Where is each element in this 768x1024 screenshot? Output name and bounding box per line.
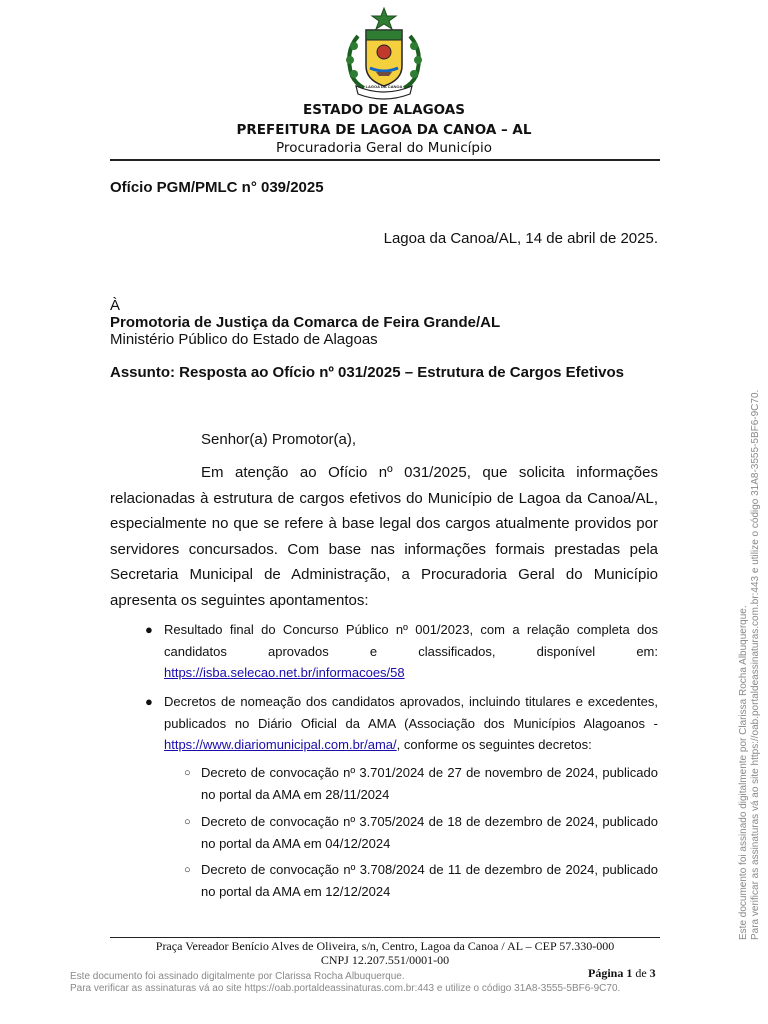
- body-line: especialmente no que se refere à base legal dos cargos atualmente providos por: [110, 515, 658, 533]
- header-rule: [110, 159, 660, 161]
- results-link[interactable]: https://isba.selecao.net.br/informacoes/58: [164, 665, 405, 681]
- page-number: Página 1 de 3: [588, 966, 656, 980]
- circle-bullet-icon: ○: [184, 864, 191, 876]
- header-state: ESTADO DE ALAGOAS: [303, 102, 465, 118]
- body-line: relacionadas à estrutura de cargos efetivos do Município de Lagoa da Canoa/AL,: [110, 489, 658, 507]
- body-line: servidores concursados. Com base nas informações formais prestadas pela: [110, 540, 658, 558]
- diario-municipal-link[interactable]: https://www.diariomunicipal.com.br/ama/: [164, 737, 397, 753]
- bullet-item-decrees: Decretos de nomeação dos candidatos aprovados, incluindo titulares e excedentes, publicados no Diário Oficial da AMA (Associação dos Municípios Alagoanos - https://www.diariomunicipal.com.br/ama/, conforme os seguintes decretos:: [164, 694, 658, 753]
- signature-notice: Este documento foi assinado digitalmente por Clarissa Rocha Albuquerque.: [70, 971, 405, 982]
- letter-date: Lagoa da Canoa/AL, 14 de abril de 2025.: [383, 230, 658, 247]
- letter-subject: Assunto: Resposta ao Ofício nº 031/2025 – Estrutura de Cargos Efetivos: [110, 364, 624, 381]
- body-line: apresenta os seguintes apontamentos:: [110, 591, 369, 609]
- header-city-hall: PREFEITURA DE LAGOA DA CANOA – AL: [236, 122, 532, 138]
- decree-item: Decreto de convocação nº 3.708/2024 de 11 de dezembro de 2024, publicado no portal da AMA em 12/12/2024: [201, 862, 658, 899]
- letter-reference: Ofício PGM/PMLC n° 039/2025: [110, 179, 324, 196]
- body-line: Em atenção ao Ofício nº 031/2025, que solicita informações: [201, 464, 658, 481]
- footer-address: Praça Vereador Benício Alves de Oliveira, s/n, Centro, Lagoa da Canoa / AL – CEP 57.330-000: [155, 939, 615, 953]
- body-line: Secretaria Municipal de Administração, a Procuradoria Geral do Município: [110, 566, 658, 584]
- header-department: Procuradoria Geral do Município: [276, 140, 492, 156]
- letter-to: À: [110, 297, 121, 314]
- bullet-dot-icon: ●: [145, 622, 153, 637]
- footer-rule: [110, 937, 660, 938]
- circle-bullet-icon: ○: [184, 816, 191, 828]
- recipient-name: Promotoria de Justiça da Comarca de Feira Grande/AL: [110, 314, 501, 331]
- recipient-org: Ministério Público do Estado de Alagoas: [110, 331, 378, 348]
- salutation: Senhor(a) Promotor(a),: [201, 431, 357, 448]
- circle-bullet-icon: ○: [184, 767, 191, 779]
- crest-ribbon-text: LAGOA DA CANOA: [365, 84, 403, 89]
- decree-item: Decreto de convocação nº 3.701/2024 de 27 de novembro de 2024, publicado no portal da AMA em 28/11/2024: [201, 765, 658, 802]
- bullet-item-results: Resultado final do Concurso Público nº 001/2023, com a relação completa dos candidatos aprovados e classificados, disponível em: https://isba.selecao.net.br/informacoes/58: [164, 622, 658, 681]
- vertical-signature-stamp: Este documento foi assinado digitalmente por Clarissa Rocha Albuquerque. Para verificar as assinaturas vá ao site https://oab.portaldeassinaturas.com.br:443 e utilize o código 31A8-3555-5BF6-9C70.: [738, 389, 761, 940]
- signature-verify: Para verificar as assinaturas vá ao site https://oab.portaldeassinaturas.com.br:443 e utilize o código 31A8-3555-5BF6-9C70.: [70, 983, 621, 994]
- footer-cnpj: CNPJ 12.207.551/0001-00: [320, 953, 450, 967]
- bullet-dot-icon: ●: [145, 694, 153, 709]
- body-paragraph: [110, 460, 658, 614]
- decree-item: Decreto de convocação nº 3.705/2024 de 18 de dezembro de 2024, publicado no portal da AMA em 04/12/2024: [201, 814, 658, 851]
